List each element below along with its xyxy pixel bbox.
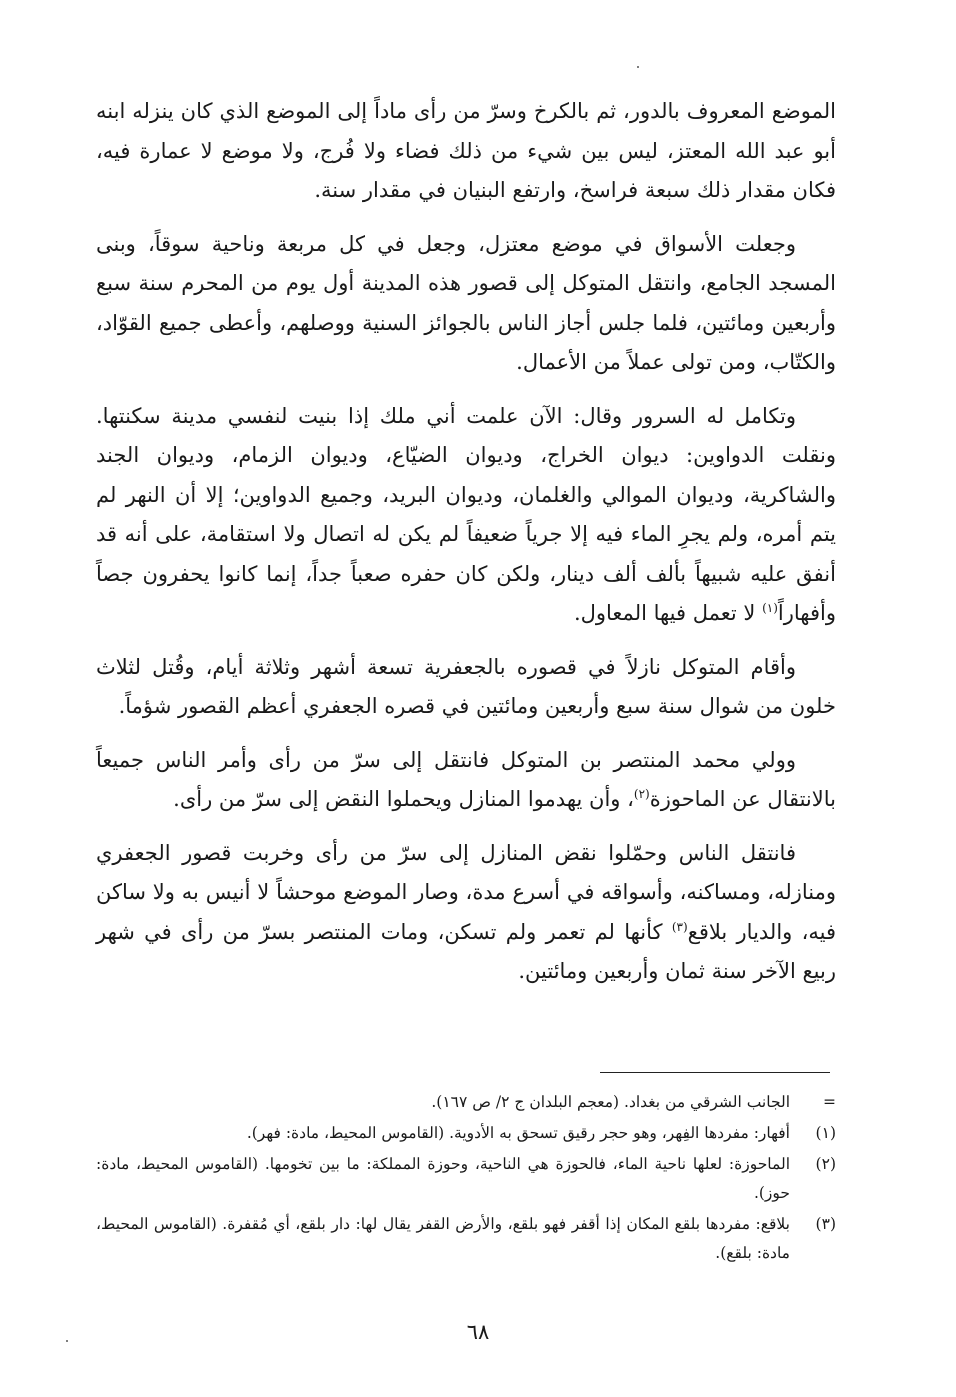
footnote-separator bbox=[600, 1072, 830, 1073]
footnote-2 bbox=[96, 1150, 836, 1208]
paragraph-6 bbox=[96, 834, 836, 992]
footnote-text: بلاقع: مفردها بلقع المكان إذا أقفر فهو بلقع، والأرض القفر يقال لها: دار بلقع، أي مُقفرة. (القاموس المحيط، مادة: بلقع). bbox=[96, 1215, 790, 1262]
page-number: ٦٨ bbox=[466, 1320, 490, 1344]
paragraph-6-tail: كأنها لم تعمر ولم تسكن، ومات المنتصر بسرّ من رأى في شهر ربيع الآخر سنة ثمان وأربعين ومائتين. bbox=[96, 919, 836, 983]
footnote-marker-3: (٣) bbox=[671, 919, 688, 934]
footnote-marker-1: (١) bbox=[762, 601, 778, 615]
paragraph-6-text: فانتقل الناس وحمّلوا نقض المنازل إلى سرّ من رأى وخربت قصور الجعفري ومنازله، ومساكنه، وأسواقه في أسرع مدة، وصار الموضع موحشاً لا أنيس به ولا ساكن فيه، والديار بلاقع bbox=[96, 840, 836, 944]
footnote-text: الماحوزة: لعلها ناحية الماء، فالحوزة هي الناحية، وحوزة المملكة: ما بين تخومها. (القاموس المحيط، مادة: حوز). bbox=[96, 1155, 790, 1202]
paragraph-2: وجعلت الأسواق في موضع معتزل، وجعل في كل مربعة وناحية سوقاً، وبنى المسجد الجامع، وانتقل المتوكل إلى قصور هذه المدينة أول يوم من المحرم سنة سبع وأربعين ومائتين، فلما جلس أجاز الناس بالجوائز السنية ووصلهم، وأعطى جميع القوّاد، والكتّاب، ومن تولى عملاً من الأعمال. bbox=[96, 231, 837, 374]
paragraph-3-tail: لا تعمل فيها المعاول. bbox=[573, 601, 763, 625]
paragraph-3 bbox=[96, 397, 836, 634]
paragraph-3-text: وتكامل له السرور وقال: الآن علمت أني ملك إذا بنيت لنفسي مدينة سكنتها. ونقلت الدواوين: ديوان الخراج، وديوان الضيّاع، وديوان الزمام، وديوان الجند والشاكرية، وديوان الموالي والغلمان، وديوان البريد، وجميع الدواوين؛ إلا أن النهر لم يتم أمره، ولم يجرِ الماء فيه إلا جرياً ضعيفاً لم يكن له اتصال ولا استقامة، على أنه قد أنفق عليه شبيهاً بألف ألف دينار، ولكن كان حفره صعباً جداً، إنما كانوا يحفرون جصاً وأفهاراً bbox=[96, 403, 836, 625]
main-text bbox=[96, 92, 836, 1006]
footnote-number: = bbox=[823, 1093, 836, 1111]
paragraph-5-tail: ، وأن يهدموا المنازل ويحملوا النقض إلى سرّ من رأى. bbox=[173, 787, 634, 811]
footnote-number: (٣) bbox=[815, 1215, 836, 1233]
footnotes bbox=[96, 1088, 836, 1270]
paragraph-1: الموضع المعروف بالدور، ثم بالكرخ وسرّ من رأى ماداً إلى الموضع الذي كان ينزله ابنه أبو عبد الله المعتز، ليس بين شيء من ذلك فضاء ولا فُرج، ولا موضع لا عمارة فيه، فكان مقدار ذلك سبعة فراسخ، وارتفع البنيان في مقدار سنة. bbox=[96, 99, 836, 202]
footnote-3 bbox=[96, 1210, 836, 1268]
paragraph-5-text: وولي محمد المنتصر بن المتوكل فانتقل إلى سرّ من رأى وأمر الناس جميعاً بالانتقال عن الماحوزة bbox=[96, 747, 836, 811]
footnote-marker-2: (٢) bbox=[633, 787, 650, 801]
footnote-continuation bbox=[96, 1088, 836, 1117]
footnote-text: أفهار: مفردها الفِهر، وهو حجر رقيق تسحق به الأدوية. (القاموس المحيط، مادة: فهر). bbox=[246, 1124, 790, 1142]
paragraph-4: وأقام المتوكل نازلاً في قصوره بالجعفرية تسعة أشهر وثلاثة أيام، وقُتل لثلاث خلون من شوال سنة سبع وأربعين ومائتين في قصره الجعفري أعظم القصور شؤماً. bbox=[96, 654, 836, 718]
footnote-number: (٢) bbox=[815, 1155, 836, 1173]
paragraph-5 bbox=[96, 741, 836, 820]
footnote-number: (١) bbox=[815, 1124, 836, 1142]
footnote-1 bbox=[96, 1119, 836, 1148]
scan-speck bbox=[637, 66, 639, 68]
footnote-text: الجانب الشرقي من بغداد. (معجم البلدان ج ٢/ ص ١٦٧). bbox=[431, 1093, 790, 1111]
